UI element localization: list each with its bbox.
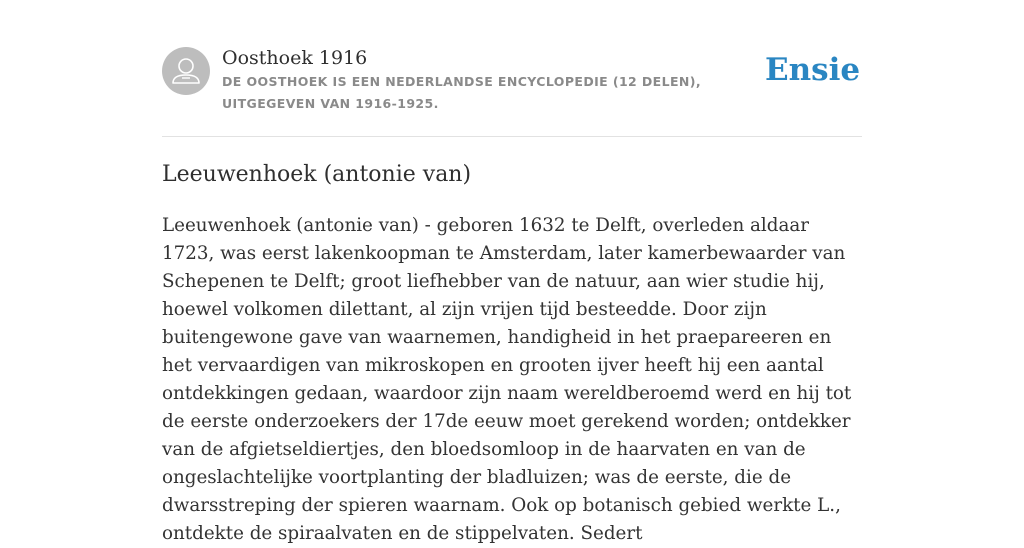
user-icon [162,47,210,95]
source-description: DE OOSTHOEK IS EEN NEDERLANDSE ENCYCLOPEDIE (12 DELEN), UITGEGEVEN VAN 1916-1925. [222,74,702,111]
source-header [162,46,862,137]
article-title: Leeuwenhoek (antonie van) [162,162,472,187]
ensie-logo-link[interactable]: Ensie [765,52,861,88]
source-title-link[interactable]: Oosthoek 1916 [222,47,368,69]
article-body: Leeuwenhoek (antonie van) - geboren 1632 te Delft, overleden aldaar 1723, was eerst lakenkoopman te Amsterdam, later kamerbewaarder van Schepenen te Delft; groot liefhebber van de natuur, aan wier studie hij, hoewel volkomen dilettant, al zijn vrijen tijd besteedde. Door zijn buitengewone gave van waarnemen, handigheid in het praepareeren en het vervaardigen van mikroskopen en grooten ijver heeft hij een aantal ontdekkingen gedaan, waardoor zijn naam wereldberoemd werd en hij tot de eerste onderzoekers der 17de eeuw moet gerekend worden; ontdekker van de afgietseldiertjes, den bloedsomloop in de haarvaten en van de ongeslachtelijke voortplanting der bladluizen; was de eerste, die de dwarsstreping der spieren waarnam. Ook op botanisch gebied werkte L., ontdekte de spiraalvaten en de stippelvaten. Sedert [162,215,852,544]
